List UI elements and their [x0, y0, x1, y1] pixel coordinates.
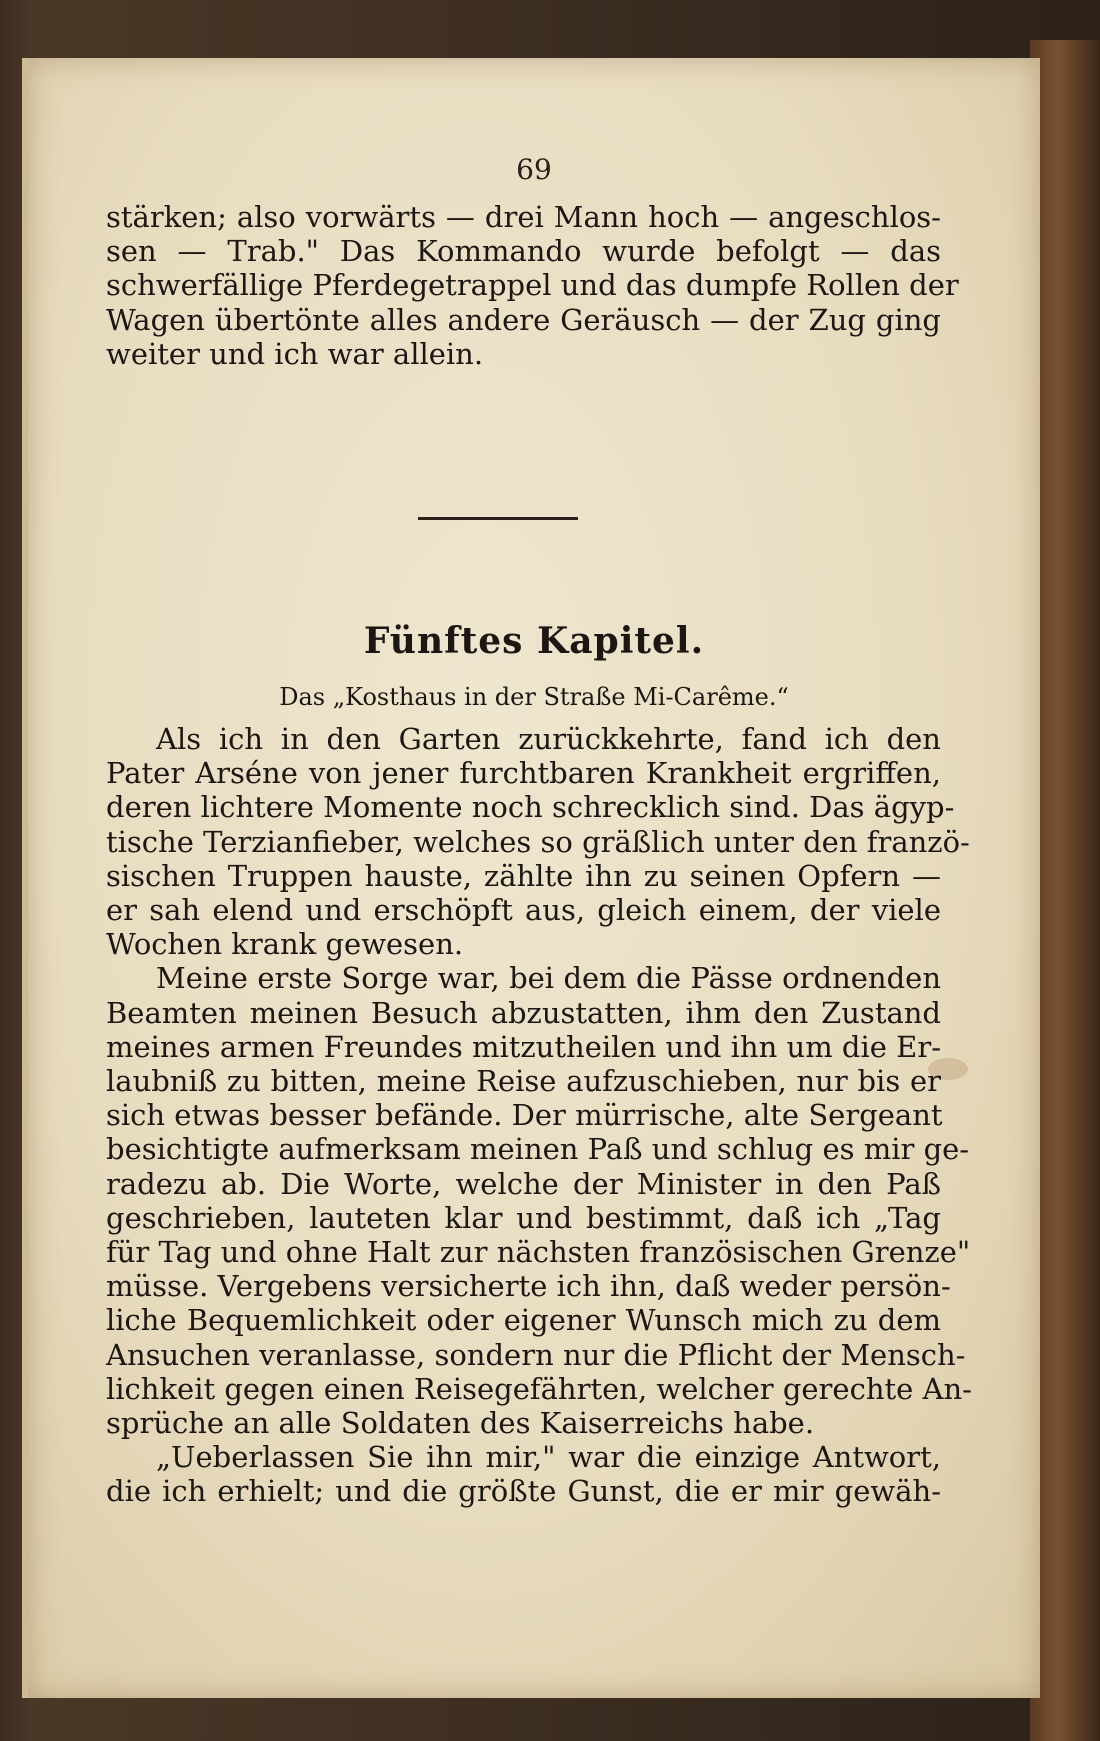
text-line: liche Bequemlichkeit oder eigener Wunsch mich zu dem — [106, 1303, 941, 1338]
top-paragraph — [106, 200, 959, 371]
text-line: für Tag und ohne Halt zur nächsten französischen Grenze" — [106, 1235, 971, 1270]
text-line: radezu ab. Die Worte, welche der Minister in den Paß — [106, 1166, 941, 1201]
text-line: Pater Arséne von jener furchtbaren Krankheit ergriffen, — [106, 756, 941, 791]
text-line: schwerfällige Pferdegetrappel und das dumpfe Rollen der — [106, 268, 959, 303]
text-line: stärken; also vorwärts — drei Mann hoch — angeschlos- — [106, 200, 941, 234]
text-line: laubniß zu bitten, meine Reise aufzuschieben, nur bis er — [106, 1064, 941, 1099]
body-text — [106, 722, 972, 1509]
text-line: tische Terzianfieber, welches so gräßlich unter den franzö- — [106, 824, 970, 859]
book-page — [22, 58, 1040, 1698]
text-line: deren lichtere Momente noch schrecklich sind. Das ägyp- — [106, 790, 955, 825]
text-line: die ich erhielt; und die größte Gunst, die er mir gewäh- — [106, 1474, 941, 1509]
text-line: geschrieben, lauteten klar und bestimmt, daß ich „Tag — [106, 1200, 941, 1235]
text-line: sen — Trab." Das Kommando wurde befolgt — das — [106, 234, 941, 269]
chapter-subtitle: Das „Kosthaus in der Straße Mi-Carême.“ — [279, 683, 789, 711]
text-line: weiter und ich war allein. — [106, 336, 484, 371]
text-line: Beamten meinen Besuch abzustatten, ihm den Zustand — [106, 995, 941, 1030]
text-line: Wochen krank gewesen. — [106, 927, 464, 962]
text-line: lichkeit gegen einen Reisegefährten, welcher gerechte An- — [106, 1371, 972, 1406]
chapter-title: Fünftes Kapitel. — [363, 620, 705, 662]
text-line: müsse. Vergebens versicherte ich ihn, daß weder persön- — [106, 1269, 951, 1304]
section-divider — [418, 517, 578, 520]
book-cover-edge — [1030, 40, 1100, 1741]
text-line: Meine erste Sorge war, bei dem die Pässe ordnenden — [156, 961, 941, 996]
text-line: Wagen übertönte alles andere Geräusch — der Zug ging — [106, 302, 941, 337]
text-line: sprüche an alle Soldaten des Kaiserreichs habe. — [106, 1406, 815, 1441]
text-line: er sah elend und erschöpft aus, gleich einem, der viele — [106, 893, 941, 928]
text-line: „Ueberlassen Sie ihn mir," war die einzige Antwort, — [156, 1440, 941, 1475]
text-line: Als ich in den Garten zurückkehrte, fand ich den — [156, 722, 941, 756]
text-line: sich etwas besser befände. Der mürrische, alte Sergeant — [106, 1098, 943, 1133]
text-line: besichtigte aufmerksam meinen Paß und schlug es mir ge- — [106, 1132, 970, 1167]
text-line: meines armen Freundes mitzutheilen und ihn um die Er- — [106, 1029, 941, 1064]
text-line: Ansuchen veranlasse, sondern nur die Pflicht der Mensch- — [106, 1337, 966, 1372]
page-number: 69 — [516, 153, 552, 186]
text-line: sischen Truppen hauste, zählte ihn zu seinen Opfern — — [106, 858, 941, 893]
